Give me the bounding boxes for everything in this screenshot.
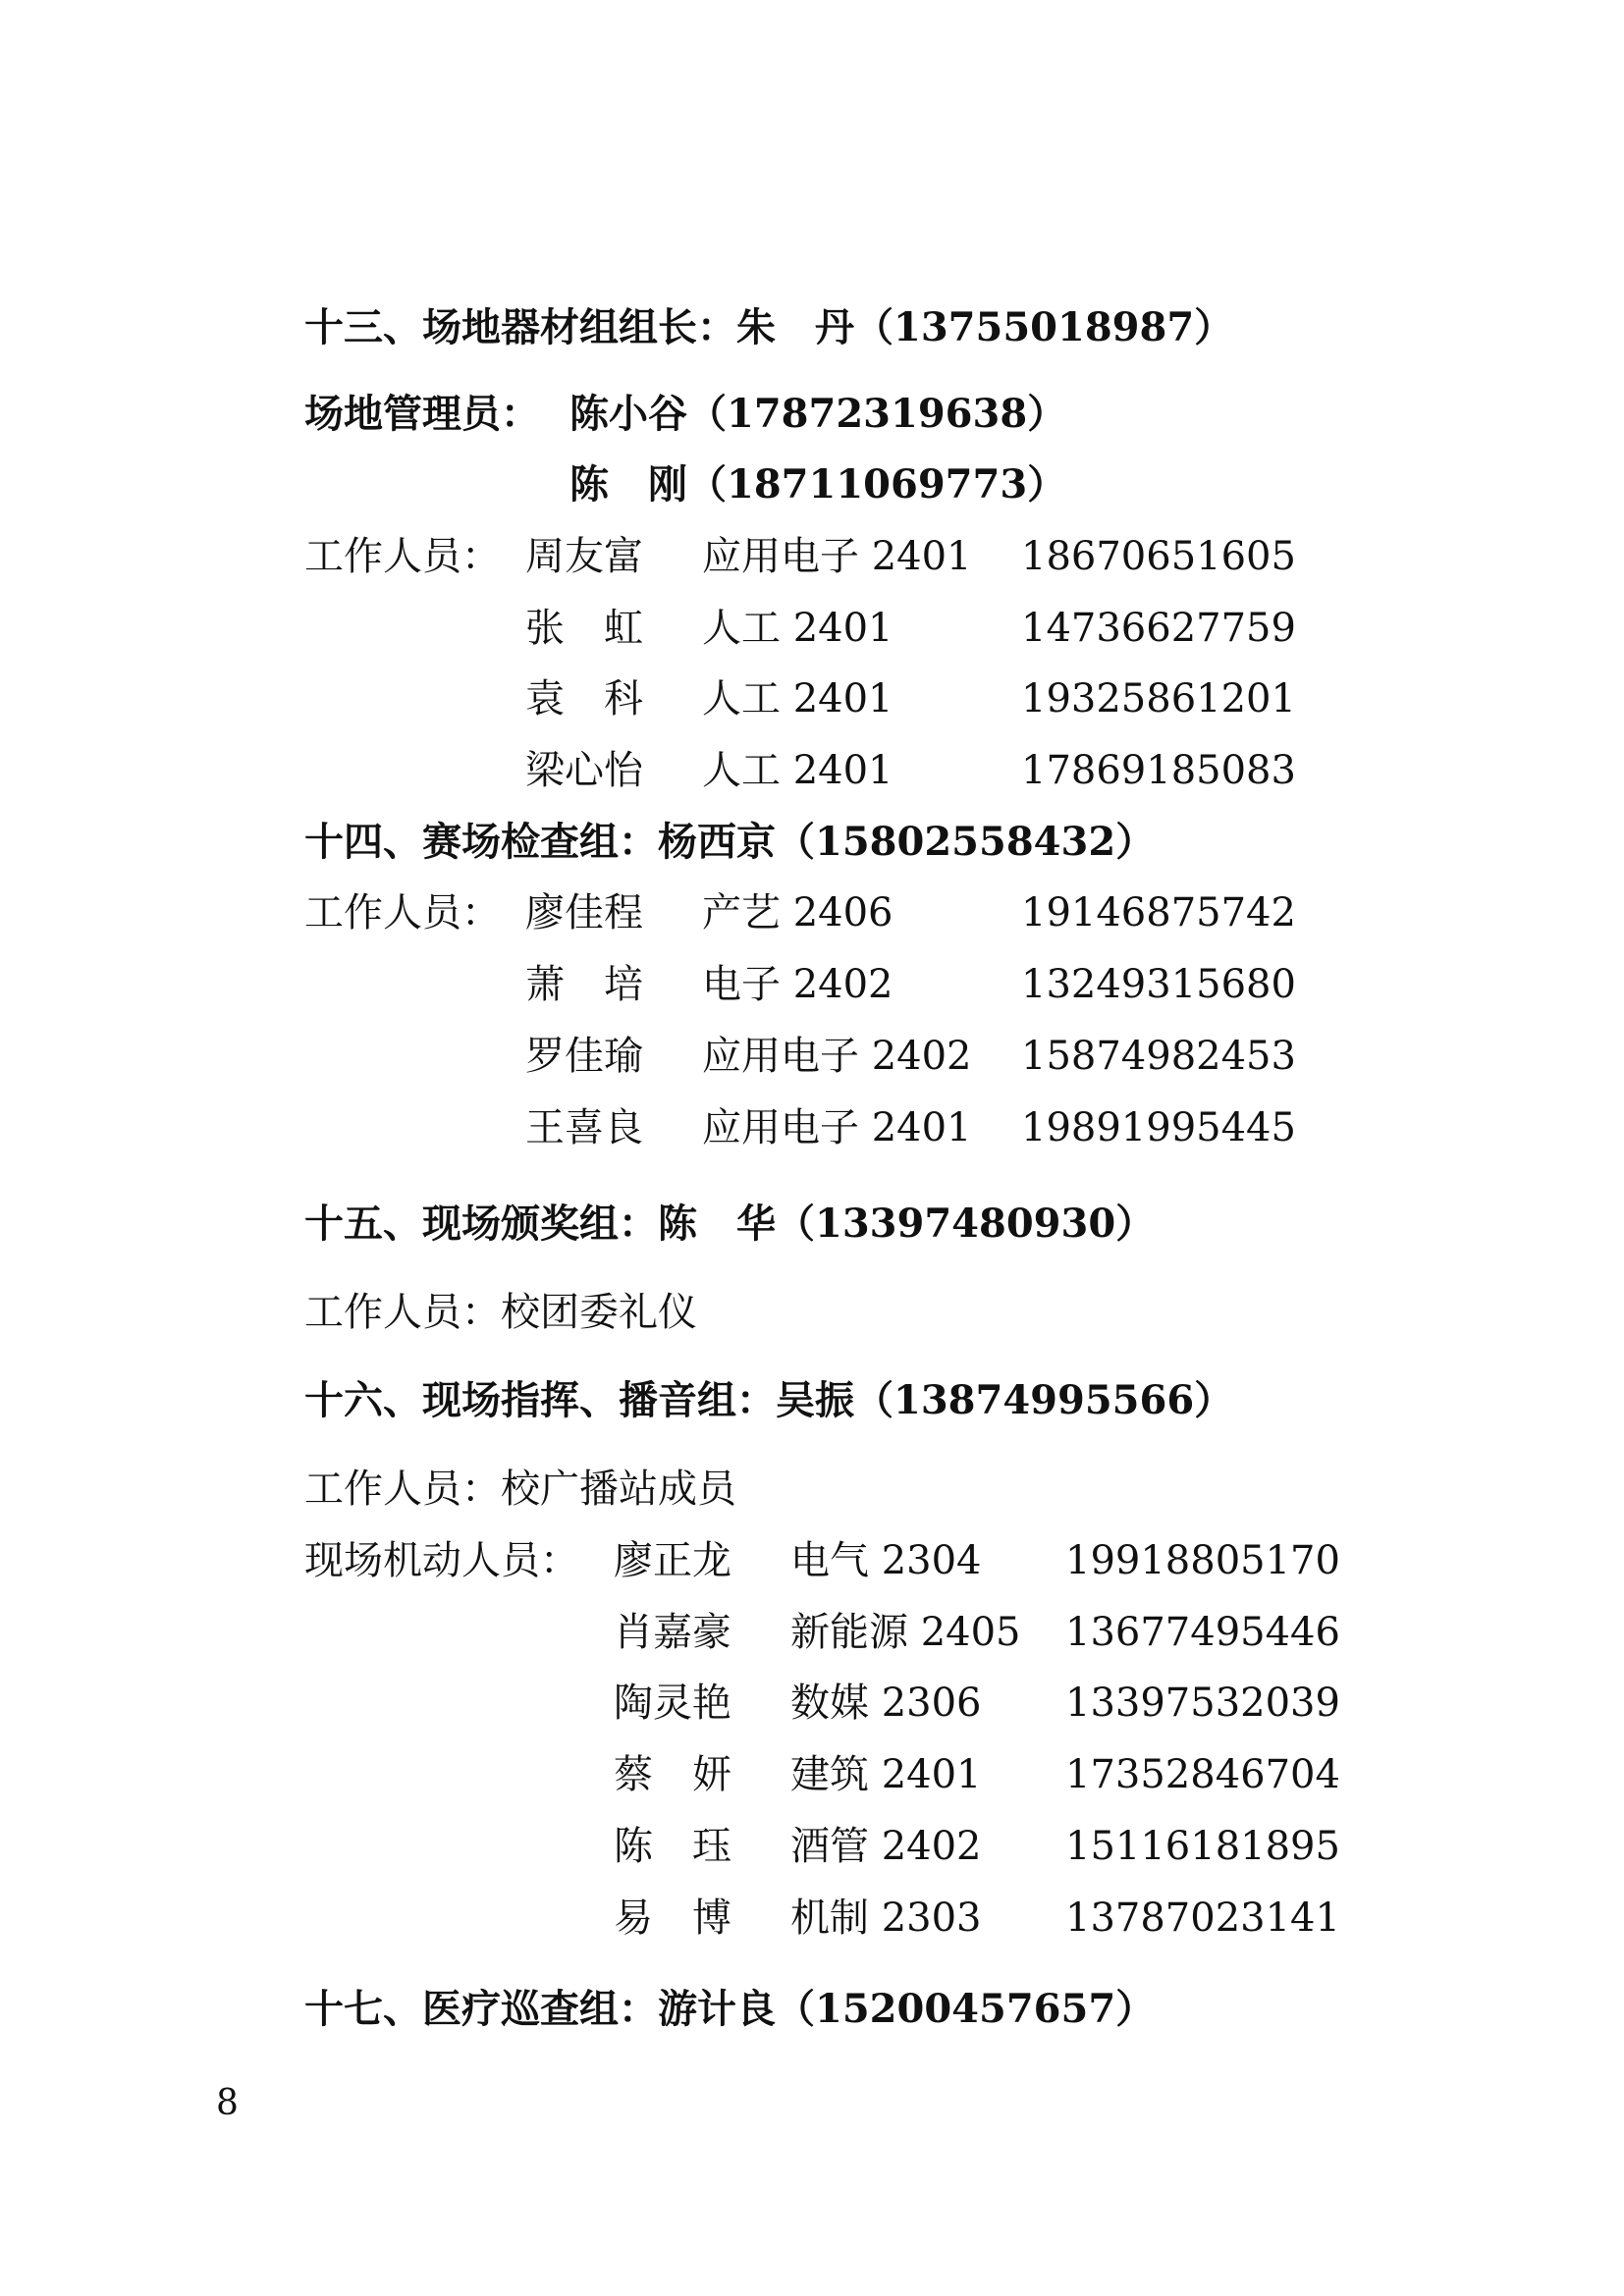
staff-label: 工作人员： [304,534,501,579]
mobile-phone: 13787023141 [1065,1896,1340,1941]
staff-phone: 18670651605 [1021,534,1296,579]
mobile-phone: 15116181895 [1065,1824,1340,1869]
site-manager-1: 陈小谷（17872319638） [569,391,1067,437]
section-14-title: 十四、赛场检查组：杨西京（15802558432） [304,819,1156,865]
staff-label: 工作人员： [304,890,501,935]
mobile-staff-label: 现场机动人员： [304,1538,579,1583]
staff-class: 应用电子 2401 [702,1105,972,1150]
mobile-class: 建筑 2401 [790,1752,982,1797]
staff-phone: 17869185083 [1021,748,1296,793]
staff-name: 王喜良 [525,1105,643,1150]
staff-name: 周友富 [525,534,643,579]
staff-class: 人工 2401 [702,606,893,651]
staff-phone: 15874982453 [1021,1034,1296,1079]
mobile-name: 陈 珏 [614,1824,731,1869]
mobile-phone: 17352846704 [1065,1752,1340,1797]
section-13-title: 十三、场地器材组组长：朱 丹（13755018987） [304,304,1234,350]
staff-class: 人工 2401 [702,748,893,793]
staff-name: 梁心怡 [525,748,643,793]
staff-name: 张 虹 [525,606,643,651]
staff-phone: 14736627759 [1021,606,1296,651]
staff-class: 人工 2401 [702,676,893,721]
staff-name: 罗佳瑜 [525,1034,643,1079]
mobile-class: 机制 2303 [790,1896,982,1941]
section-16-title: 十六、现场指挥、播音组：吴振（13874995566） [304,1377,1234,1423]
mobile-name: 肖嘉豪 [614,1610,731,1655]
mobile-phone: 13397532039 [1065,1681,1340,1726]
page-number: 8 [216,2083,239,2123]
mobile-phone: 13677495446 [1065,1610,1340,1655]
staff-phone: 13249315680 [1021,962,1296,1007]
staff-class: 应用电子 2401 [702,534,972,579]
mobile-name: 易 博 [614,1896,731,1941]
broadcast-staff-text: 工作人员：校广播站成员 [304,1467,736,1512]
staff-phone: 19891995445 [1021,1105,1296,1150]
staff-phone: 19325861201 [1021,676,1296,721]
staff-class: 产艺 2406 [702,890,893,935]
section-15-title: 十五、现场颁奖组：陈 华（13397480930） [304,1201,1156,1247]
mobile-phone: 19918805170 [1065,1538,1340,1583]
mobile-class: 数媒 2306 [790,1681,982,1726]
mobile-name: 蔡 妍 [614,1752,731,1797]
site-manager-label: 场地管理员： [304,391,540,437]
mobile-name: 廖正龙 [614,1538,731,1583]
section-17-title: 十七、医疗巡查组：游计良（15200457657） [304,1986,1156,2032]
mobile-class: 酒管 2402 [790,1824,982,1869]
staff-class: 应用电子 2402 [702,1034,972,1079]
staff-name: 袁 科 [525,676,643,721]
staff-phone: 19146875742 [1021,890,1296,935]
mobile-class: 电气 2304 [790,1538,982,1583]
mobile-class: 新能源 2405 [790,1610,1021,1655]
awards-staff-text: 工作人员：校团委礼仪 [304,1290,697,1335]
staff-name: 萧 培 [525,962,643,1007]
staff-class: 电子 2402 [702,962,893,1007]
mobile-name: 陶灵艳 [614,1681,731,1726]
staff-name: 廖佳程 [525,890,643,935]
site-manager-2: 陈 刚（18711069773） [569,461,1067,507]
